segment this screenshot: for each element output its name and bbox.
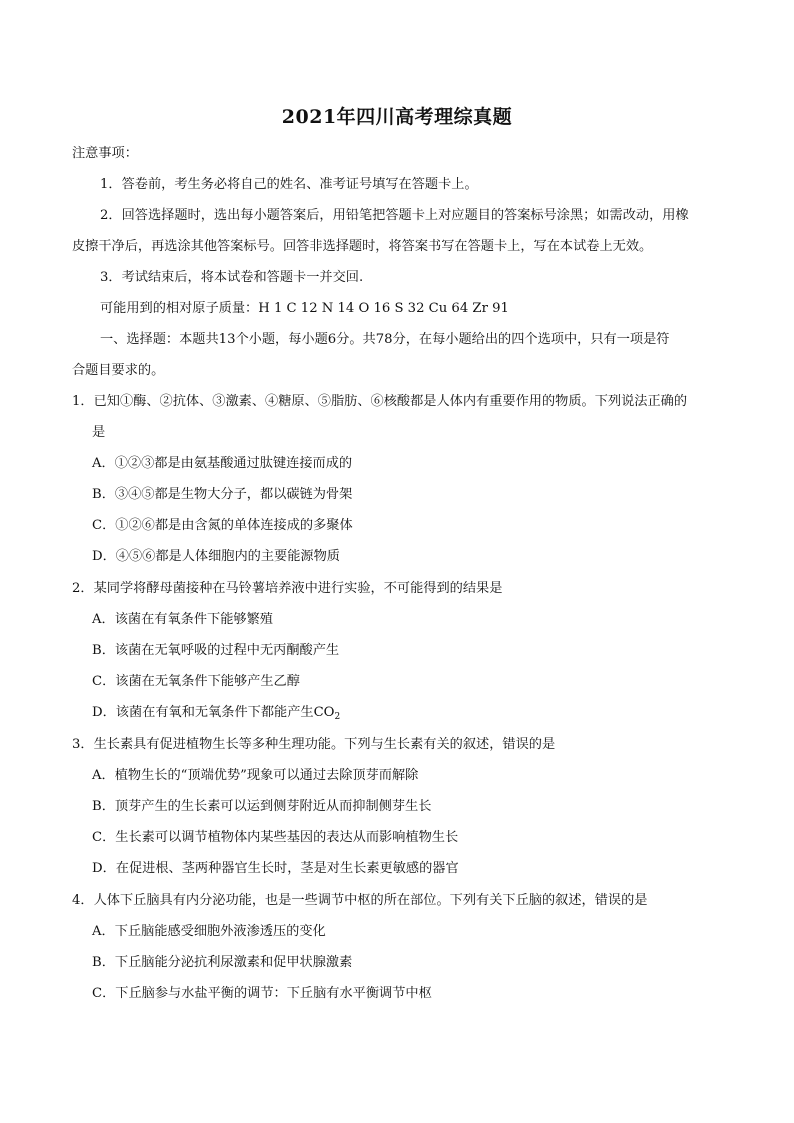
question-3-option-d: D．在促进根、茎两种器官生长时，茎是对生长素更敏感的器官 bbox=[92, 861, 459, 876]
question-1-option-a: A．①②③都是由氨基酸通过肽键连接而成的 bbox=[92, 456, 353, 471]
question-3-option-b: B．顶芽产生的生长素可以运到侧芽附近从而抑制侧芽生长 bbox=[92, 799, 432, 814]
question-2-option-c: C．该菌在无氧条件下能够产生乙醇 bbox=[92, 674, 300, 689]
question-2-stem: 2．某同学将酵母菌接种在马铃薯培养液中进行实验，不可能得到的结果是 bbox=[72, 581, 503, 596]
question-2-option-b: B．该菌在无氧呼吸的过程中无丙酮酸产生 bbox=[92, 643, 340, 658]
question-4-option-a: A．下丘脑能感受细胞外液渗透压的变化 bbox=[92, 924, 326, 939]
notice-item-2-line-2: 皮擦干净后，再选涂其他答案标号。回答非选择题时，将答案书写在答题卡上，写在本试卷上无效。 bbox=[72, 239, 653, 254]
question-1-option-c: C．①②⑥都是由含氮的单体连接成的多聚体 bbox=[92, 518, 353, 533]
question-2-option-a: A．该菌在有氧条件下能够繁殖 bbox=[92, 612, 273, 627]
question-1-option-b: B．③④⑤都是生物大分子，都以碳链为骨架 bbox=[92, 487, 353, 502]
question-1-option-d: D．④⑤⑥都是人体细胞内的主要能源物质 bbox=[92, 549, 340, 564]
question-3-option-a: A．植物生长的“顶端优势”现象可以通过去除顶芽而解除 bbox=[92, 768, 419, 783]
question-4-option-c: C．下丘脑参与水盐平衡的调节：下丘脑有水平衡调节中枢 bbox=[92, 986, 432, 1001]
question-2-option-d-text: D．该菌在有氧和无氧条件下都能产生CO bbox=[92, 705, 335, 720]
page-title: 2021年四川高考理综真题 bbox=[281, 106, 513, 128]
notice-item-1: 1．答卷前，考生务必将自己的姓名、准考证号填写在答题卡上。 bbox=[100, 177, 478, 192]
section-1-instructions-line-2: 合题目要求的。 bbox=[72, 363, 165, 378]
section-1-instructions-line-1: 一、选择题：本题共13个小题，每小题6分。共78分，在每小题给出的四个选项中，只有一项是符 bbox=[100, 332, 670, 347]
question-1-stem-continued: 是 bbox=[92, 425, 106, 440]
notice-item-2-line-1: 2．回答选择题时，选出每小题答案后，用铅笔把答题卡上对应题目的答案标号涂黑；如需改动，用橡 bbox=[100, 208, 689, 223]
question-3-stem: 3．生长素具有促进植物生长等多种生理功能。下列与生长素有关的叙述，错误的是 bbox=[72, 737, 556, 752]
question-3-option-c: C．生长素可以调节植物体内某些基因的表达从而影响植物生长 bbox=[92, 830, 459, 845]
question-4-stem: 4．人体下丘脑具有内分泌功能，也是一些调节中枢的所在部位。下列有关下丘脑的叙述，错误的是 bbox=[72, 893, 648, 908]
question-1-stem: 1．已知①酶、②抗体、③激素、④糖原、⑤脂肪、⑥核酸都是人体内有重要作用的物质。下列说法正确的 bbox=[72, 394, 688, 409]
notice-heading: 注意事项： bbox=[72, 146, 138, 161]
atomic-mass-line: 可能用到的相对原子质量：H 1 C 12 N 14 O 16 S 32 Cu 64 Zr 91 bbox=[100, 301, 509, 316]
co2-subscript: 2 bbox=[334, 712, 341, 722]
notice-item-3: 3．考试结束后，将本试卷和答题卡一并交回. bbox=[100, 270, 364, 285]
question-4-option-b: B．下丘脑能分泌抗利尿激素和促甲状腺激素 bbox=[92, 955, 353, 970]
question-2-option-d bbox=[92, 703, 340, 727]
